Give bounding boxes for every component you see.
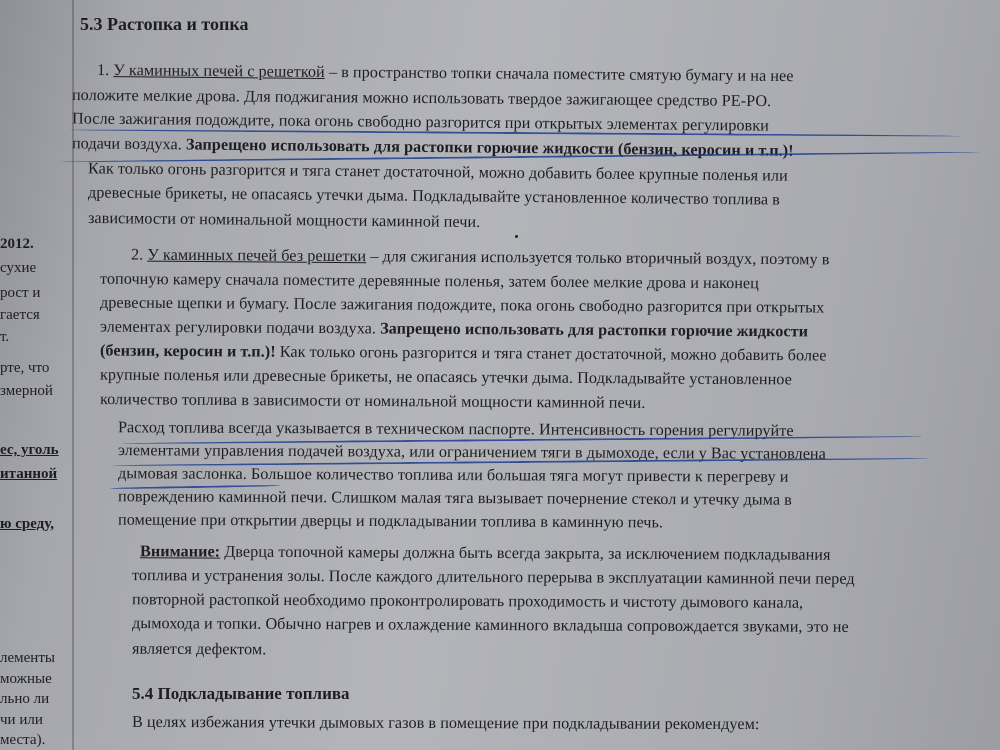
text-line: элементами управления подачей воздуха, или ограничением тяги в дымоходе, если у Вас установлена xyxy=(117,441,826,463)
margin-line: лементы xyxy=(0,650,55,666)
text-line: 2. У каминных печей без решетки – для сжигания используется только вторичный воздух, поэтому в xyxy=(130,245,830,269)
text-line: В целях избежания утечки дымовых газов в помещение при подкладывании рекомендуем: xyxy=(131,712,760,734)
ink-dot xyxy=(515,235,518,238)
margin-line: рте, что xyxy=(0,360,50,376)
warning-text: (бензин, керосин и т.п.)! xyxy=(99,341,276,361)
text-line: Как только огонь разгорится и тяга станет достаточной, можно добавить более крупные поленья или xyxy=(87,159,788,185)
text-line: дымохода и топки. Обычно нагрев и охлаждение каминного вкладыша сопровождается звуками, это не xyxy=(131,614,849,636)
margin-line: змерной xyxy=(0,383,53,399)
margin-line: чи или xyxy=(0,712,43,728)
margin-line: можные xyxy=(0,671,52,687)
text-line: 1. У каминных печей с решеткой – в пространство топки сначала поместите смятую бумагу и на нее xyxy=(96,60,794,86)
margin-line: 2012. xyxy=(0,236,34,252)
section-heading: 5.3 Растопка и топка xyxy=(80,14,249,34)
text-line: повреждению каминной печи. Слишком малая тяга вызывает почернение стекол и утечку дыма в xyxy=(117,487,792,509)
subheading-without-grate: У каминных печей без решетки xyxy=(147,245,367,266)
text-line: (бензин, керосин и т.п.)! Как только огонь разгорится и тяга станет достаточной, можно добавить более xyxy=(99,341,827,365)
margin-line: сухие xyxy=(0,260,37,276)
text-line: топочную камеру сначала поместите деревянные поленья, затем более мелкие дрова и наконец xyxy=(99,269,759,293)
warning-text: Запрещено использовать для растопки горючие жидкости (бензин, керосин и т.п.)! xyxy=(185,135,794,160)
text-line: является дефектом. xyxy=(131,639,267,659)
section-heading: 5.4 Подкладывание топлива xyxy=(132,684,350,703)
text-line: Внимание: Дверца топочной камеры должна быть всегда закрыта, за исключением подкладывания xyxy=(139,542,831,564)
text-line: подачи воздуха. Запрещено использовать для растопки горючие жидкости (бензин, керосин и т.п.)! xyxy=(71,134,794,160)
adjacent-page-margin xyxy=(0,0,74,750)
text-line: топлива и устранения золы. После каждого длительного перерыва в эксплуатации каминной печи перед xyxy=(131,566,855,588)
text-line: древесные брикеты, не опасаясь утечки дыма. Подкладывайте установленное количество топлива в xyxy=(87,183,781,209)
text-line: повторной растопкой необходимо проконтролировать проходимость и чистоту дымового канала, xyxy=(131,590,804,612)
margin-line: ес, уголь xyxy=(0,442,59,458)
text-line: положите мелкие дрова. Для поджигания можно использовать твердое зажигающее средство РЕ-РО. xyxy=(71,85,772,111)
text-line: дымовая заслонка. Большое количество топлива или большая тяга могут привести к перегреву и xyxy=(117,464,789,486)
text-line: крупные поленья или древесные брикеты, не опасаясь утечки дыма. Подкладывайте установленное xyxy=(99,365,792,389)
margin-line: итанной xyxy=(0,466,58,482)
text-line: зависимости от номинальной мощности каминной печи. xyxy=(87,208,481,232)
subheading-with-grate: У каминных печей с решеткой xyxy=(113,61,325,81)
margin-line: льно ли xyxy=(0,691,50,707)
margin-line: места). xyxy=(0,732,46,748)
margin-line: гается xyxy=(0,307,40,323)
warning-text: Запрещено использовать для растопки горючие жидкости xyxy=(380,319,809,341)
text-line: древесные щепки и бумагу. После зажигания подождите, пока огонь свободно разгорится при открытых xyxy=(99,293,825,317)
attention-label: Внимание: xyxy=(139,542,221,561)
margin-line: ю среду, xyxy=(0,516,55,532)
text-line: помещение при открытии дверцы и подкладывании топлива в каминную печь. xyxy=(117,510,664,532)
margin-line: рост и xyxy=(0,285,41,301)
text-line: Расход топлива всегда указывается в техническом паспорте. Интенсивность горения регулируйте xyxy=(117,418,794,440)
text-line: количество топлива в зависимости от номинальной мощности каминной печи. xyxy=(99,390,646,412)
text-line: После зажигания подождите, пока огонь свободно разгорится при открытых элементах регулировки xyxy=(71,109,769,135)
margin-line: т. xyxy=(0,329,10,345)
text-line: элементах регулировки подачи воздуха. Запрещено использовать для растопки горючие жидкости xyxy=(99,317,809,341)
